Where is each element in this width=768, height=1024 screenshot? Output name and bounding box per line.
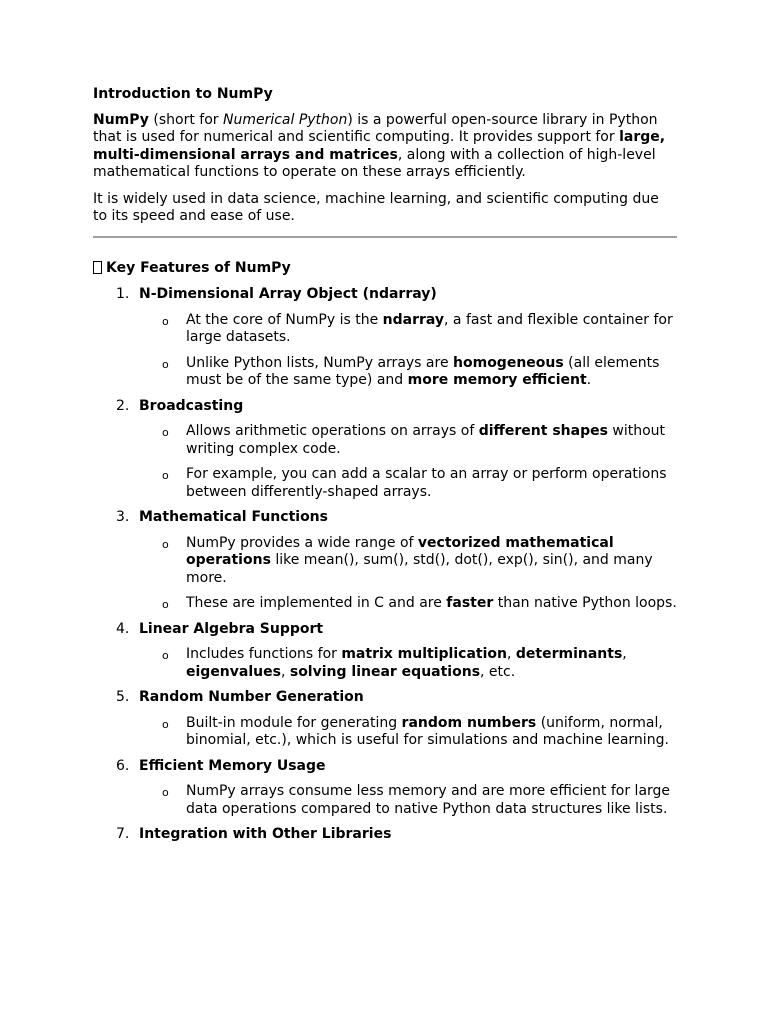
feature-sub-list bbox=[93, 646, 677, 681]
feature-number: 1. bbox=[116, 286, 130, 302]
document-content bbox=[93, 86, 677, 852]
feature-sub-item bbox=[93, 715, 677, 750]
circle-bullet-icon: o bbox=[162, 717, 169, 731]
feature-sub-text: Allows arithmetic operations on arrays of different shapes without writing complex code. bbox=[186, 423, 666, 457]
feature-sub-item bbox=[93, 783, 677, 818]
circle-bullet-icon: o bbox=[162, 649, 169, 662]
feature-title: Mathematical Functions bbox=[139, 509, 328, 525]
feature-number: 5. bbox=[116, 689, 130, 705]
horizontal-rule bbox=[93, 236, 677, 238]
feature-title: Random Number Generation bbox=[139, 689, 364, 705]
feature-item bbox=[93, 398, 677, 502]
intro-paragraph-1: NumPy (short for Numerical Python) is a powerful open-source library in Python that is used for numerical and scientific computing. It provides support for large, multi-dimensional arrays and matrices, along with a collection of high-level mathematical functions to operate on these arrays efficiently. bbox=[93, 111, 666, 180]
features-list bbox=[93, 286, 677, 844]
feature-sub-list bbox=[93, 535, 677, 613]
features-heading-text: Key Features of NumPy bbox=[106, 259, 291, 276]
feature-sub-item bbox=[93, 535, 677, 588]
feature-sub-item bbox=[93, 423, 677, 458]
feature-item bbox=[93, 621, 677, 682]
feature-number: 4. bbox=[116, 620, 130, 637]
feature-sub-list bbox=[93, 783, 677, 818]
circle-bullet-icon: o bbox=[162, 537, 169, 551]
intro-paragraph-2: It is widely used in data science, machine learning, and scientific computing due to its speed and ease of use. bbox=[93, 190, 659, 224]
feature-item bbox=[93, 758, 677, 819]
circle-bullet-icon: o bbox=[162, 426, 169, 439]
circle-bullet-icon: o bbox=[162, 786, 169, 799]
feature-title: Linear Algebra Support bbox=[139, 620, 324, 637]
features-heading bbox=[93, 260, 677, 278]
missing-glyph-icon bbox=[93, 261, 102, 274]
circle-bullet-icon: o bbox=[162, 314, 169, 328]
feature-sub-text: For example, you can add a scalar to an array or perform operations between differently-shaped arrays. bbox=[186, 466, 667, 500]
feature-item bbox=[93, 689, 677, 750]
feature-item bbox=[93, 286, 677, 390]
feature-number: 2. bbox=[116, 397, 130, 414]
feature-sub-text: Includes functions for matrix multiplication, determinants, eigenvalues, solving linear equations, etc. bbox=[186, 646, 627, 680]
circle-bullet-icon: o bbox=[162, 469, 169, 482]
feature-sub-list bbox=[93, 715, 677, 750]
feature-sub-text: NumPy provides a wide range of vectorized mathematical operations like mean(), sum(), std(), dot(), exp(), sin(), and many more. bbox=[186, 534, 653, 586]
feature-number: 6. bbox=[116, 757, 130, 774]
feature-sub-item bbox=[93, 312, 677, 347]
feature-sub-list bbox=[93, 423, 677, 501]
feature-sub-text: These are implemented in C and are faster than native Python loops. bbox=[186, 595, 677, 611]
feature-title: N-Dimensional Array Object (ndarray) bbox=[139, 286, 437, 302]
feature-sub-text: At the core of NumPy is the ndarray, a fast and flexible container for large datasets. bbox=[186, 311, 673, 345]
feature-item bbox=[93, 826, 677, 844]
feature-number: 3. bbox=[116, 509, 130, 525]
feature-number: 7. bbox=[116, 826, 130, 842]
feature-sub-text: Built-in module for generating random numbers (uniform, normal, binomial, etc.), which is useful for simulations and machine learning. bbox=[186, 714, 669, 748]
feature-title: Broadcasting bbox=[139, 397, 244, 414]
feature-sub-list bbox=[93, 312, 677, 390]
feature-item bbox=[93, 509, 677, 613]
circle-bullet-icon: o bbox=[162, 357, 169, 371]
feature-title: Integration with Other Libraries bbox=[139, 826, 392, 842]
intro-title: Introduction to NumPy bbox=[93, 86, 273, 102]
feature-sub-item bbox=[93, 466, 677, 501]
feature-sub-item bbox=[93, 355, 677, 390]
feature-sub-item bbox=[93, 646, 677, 681]
circle-bullet-icon: o bbox=[162, 598, 169, 611]
feature-sub-text: NumPy arrays consume less memory and are more efficient for large data operations compared to native Python data structures like lists. bbox=[186, 783, 671, 817]
feature-sub-text: Unlike Python lists, NumPy arrays are homogeneous (all elements must be of the same type) and more memory efficient. bbox=[186, 354, 660, 388]
feature-sub-item bbox=[93, 595, 677, 613]
feature-title: Efficient Memory Usage bbox=[139, 757, 326, 774]
